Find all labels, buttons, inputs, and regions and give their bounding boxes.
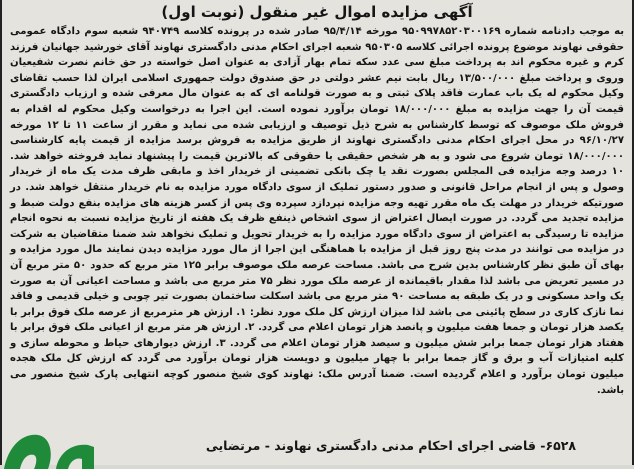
auction-notice bbox=[10, 2, 624, 457]
green-stamp-mark bbox=[0, 413, 94, 469]
notice-body: به موجب دادنامه شماره ۹۵۰۹۹۷۸۵۲۰۳۰۰۱۶۹ مورخه ۹۵/۴/۱۴ صادر شده در پرونده کلاسه ۹۴۰۷۴۹ شعبه سوم دادگاه عمومی حقوقی نهاوند موضوع پرونده اجرائی کلاسه ۹۵۰۳۰۵ شعبه اجرای احکام مدنی دادگستری نهاوند آقای خورشید جهانیان فرزند کرم و غیره محکوم اند به پرداخت مبلغ سی عدد سکه تمام بهار آزادی به عنوان اصل خواسته در حق خانم نصرت شفیعیان وروی و پرداخت مبلغ ۱۳/۵۰۰/۰۰۰ ریال بابت نیم عشر دولتی در حق صندوق دولت جمهوری اسلامی ایران لذا حسب تقاضای وکیل محکوم له یک باب عمارت فاقد پلاک ثبتی و به صورت قولنامه ای که به عنوان مال معرفی شده و ارزیاب دادگستری قیمت آن را جهت مزایده به مبلغ ۱۸/۰۰۰/۰۰۰ تومان برآورد نموده است. این اجرا به درخواست وکیل محکوم له اقدام به فروش ملک موصوف که توسط کارشناس به شرح ذیل توصیف و ارزیابی شده می نماید و مقرر از ساعت ۱۱ تا ۱۲ مورخه ۹۶/۱۰/۲۷ در محل اجرای احکام مدنی دادگستری نهاوند از طریق مزایده به فروش برسد مزایده از قیمت پایه کارشناسی ۱۸/۰۰۰/۰۰۰ تومان شروع می شود و به هر شخص حقیقی یا حقوقی که بالاترین قیمت را پیشنهاد نماید فروخته خواهد شد. ۱۰ درصد وجه مزایده فی المجلس بصورت نقد یا چک بانکی تضمینی از خریدار اخذ و مابقی ظرف مدت یک ماه از خریدار وصول و پس از انجام مراحل قانونی و صدور دستور تملیک از سوی دادگاه مورد مزایده به نام خریدار منتقل خواهد شد. در صورتیکه خریدار در مهلت یک ماه مقرر تهیه وجه مزایده نپردازد سپرده وی پس از کسر هزینه های مزایده بنفع دولت ضبط و مزایده تجدید می گردد. در صورت ایصال اعتراض از سوی اشخاص ذینفع ظرف یک هفته از تاریخ مزایده نسبت به نحوه انجام مزایده تا رسیدگی به اعتراض از سوی دادگاه مورد مزایده را به خریدار تحویل و تملیک نخواهد شد ضمنا متقاضیان به شرکت در مزایده می توانند در مدت پنج روز قبل از مزایده با هماهنگی این اجرا از مال مورد مزایده دیدن نمایند مال مورد مزایده و بهای آن طبق نظر کارشناس بدین شرح می باشد. مساحت عرصه ملک موصوف برابر ۱۲۵ متر مربع که حدود ۵۰ متر مربع آن در مسیر تعریض می باشد لذا مقدار باقیمانده از عرصه ملک مورد نظر ۷۵ متر مربع می باشد و مساحت اعیانی آن به صورت یک واحد مسکونی و در یک طبقه به مساحت ۹۰ متر مربع می باشد اسکلت ساختمان بصورت تیر چوبی و خیلی قدیمی و فاقد نما نازک کاری در سطح پائینی می باشد لذا میزان ارزش کل ملک مورد نظر: ۱. ارزش هر مترمربع از عرصه ملک فوق برابر با یکصد هزار تومان و جمعا هفت میلیون و پانصد هزار تومان اعلام می گردد. ۲. ارزش هر متر مربع از اعیانی ملک فوق برابر با هفتاد هزار تومان جمعا برابر شش میلیون و سیصد هزار تومان اعلام می گردد. ۳. ارزش دیوارهای حیاط و محوطه سازی و کلیه امتیازات آب و برق و گاز جمعا برابر با چهار میلیون و دویست هزار تومان برآورد می گردد که ارزش کل ملک هجده میلیون تومان برآورد و اعلام گردیده است. ضمنا آدرس ملک: نهاوند کوی شیخ منصور کوچه انتهایی پارک شیخ منصور می باشد. bbox=[10, 26, 625, 396]
stamp-graphic bbox=[0, 413, 94, 469]
notice-signature: ۶۵۲۸- قاضی اجرای احکام مدنی دادگستری نهاوند - مرتضایی bbox=[205, 438, 576, 453]
notice-title: آگهی مزایده اموال غیر منقول (نوبت اول) bbox=[161, 3, 473, 21]
